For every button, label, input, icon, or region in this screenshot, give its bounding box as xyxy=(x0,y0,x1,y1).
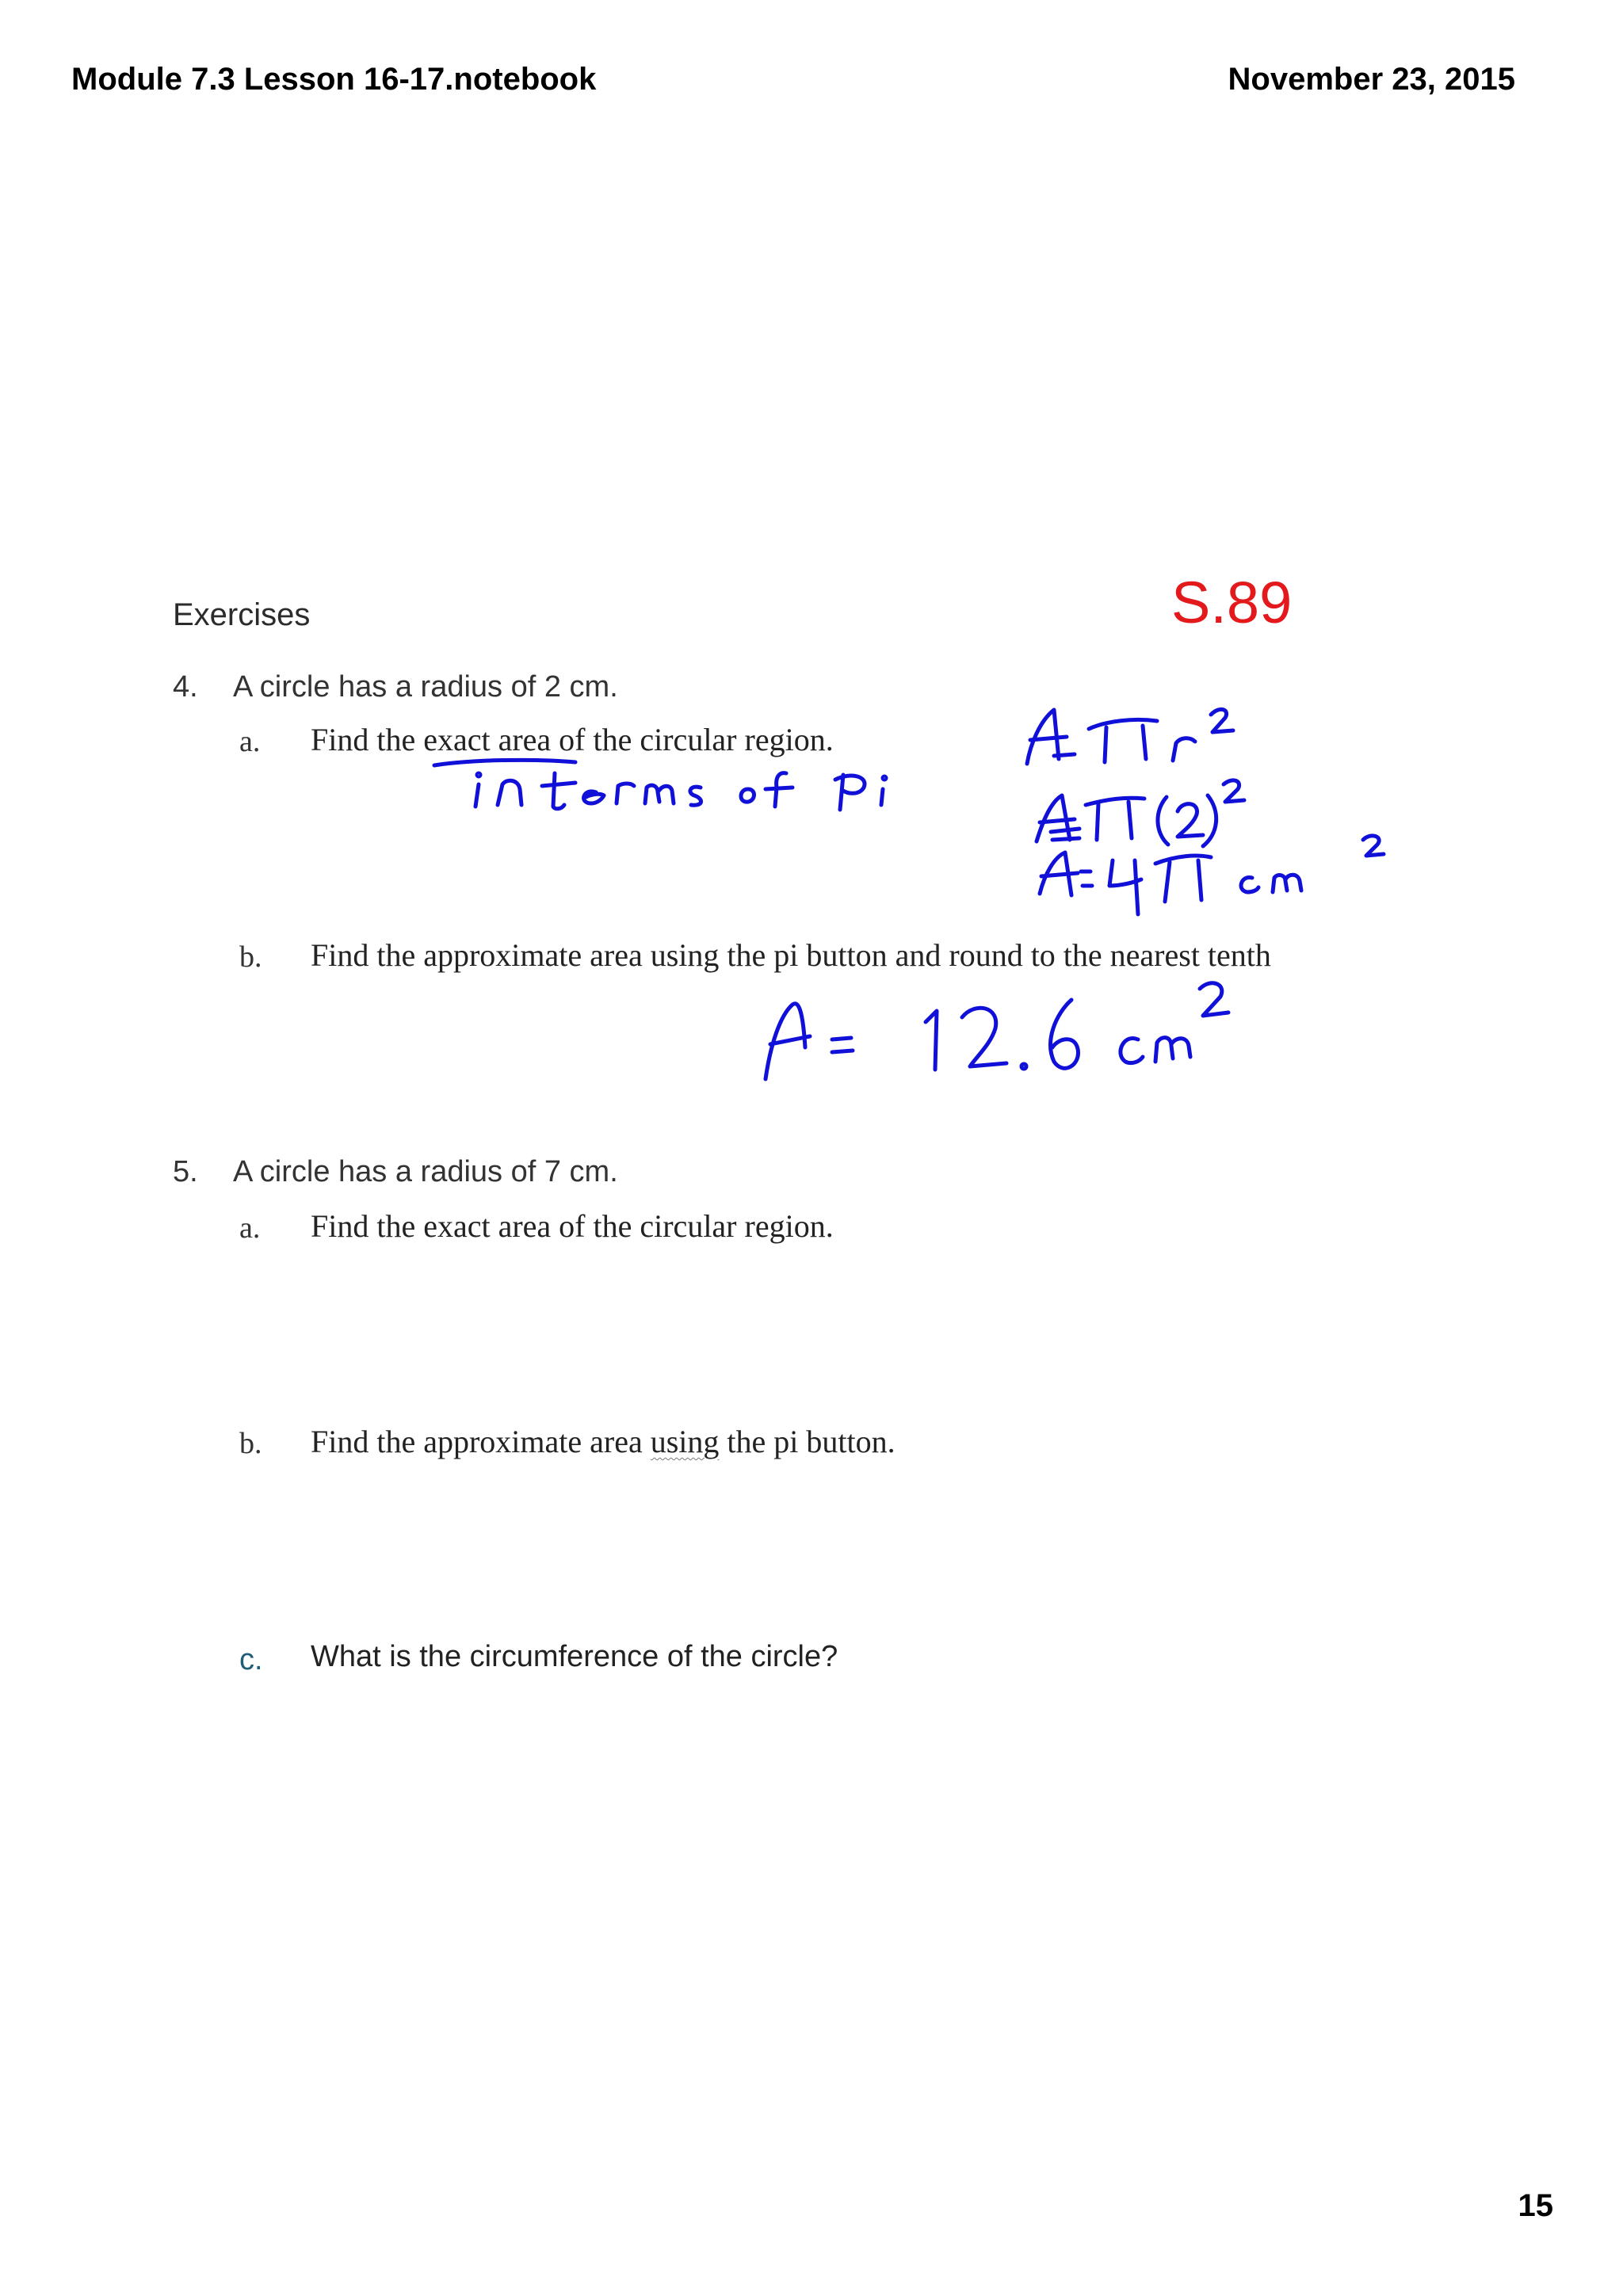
notebook-date: November 23, 2015 xyxy=(1228,62,1515,97)
exercise-5-number: 5. xyxy=(173,1155,198,1188)
exercise-5b-text-before: Find the approximate area xyxy=(311,1424,651,1459)
exercise-5b-text-after: the pi button. xyxy=(719,1424,896,1459)
page-number: 15 xyxy=(1518,2188,1553,2223)
ink-answer-4b xyxy=(766,983,1228,1079)
exercise-5b-text xyxy=(311,1423,896,1460)
exercise-5b-spellcheck-word: using xyxy=(650,1424,720,1459)
exercise-4a-text: Find the exact area of the circular region. xyxy=(311,722,834,757)
exercise-4-stem: A circle has a radius of 2 cm. xyxy=(233,670,618,704)
exercise-5a-letter: a. xyxy=(239,1211,261,1245)
section-title: Exercises xyxy=(173,597,311,632)
exercise-4b-text: Find the approximate area using the pi button and round to the nearest tenth xyxy=(311,937,1271,973)
ink-formula-text-3 xyxy=(0,0,1,1)
notebook-title: Module 7.3 Lesson 16-17.notebook xyxy=(71,62,597,97)
exercise-5b-letter: b. xyxy=(239,1427,262,1460)
exercise-5-stem: A circle has a radius of 7 cm. xyxy=(233,1155,618,1188)
ink-underline-exact-area xyxy=(434,760,575,765)
exercise-4b-letter: b. xyxy=(239,940,262,974)
ink-note-text xyxy=(0,0,1,1)
page-reference: S.89 xyxy=(1171,570,1293,635)
exercise-5a-text: Find the exact area of the circular region. xyxy=(311,1208,834,1244)
ink-formula-text-1 xyxy=(0,0,1,1)
exercise-5c-text: What is the circumference of the circle? xyxy=(311,1640,838,1673)
exercise-4-number: 4. xyxy=(173,670,198,704)
exercise-5c-letter: c. xyxy=(239,1643,263,1676)
ink-formula-line-1 xyxy=(1027,709,1233,764)
ink-formula-line-2 xyxy=(1037,780,1244,846)
ink-formula-text-2 xyxy=(0,0,1,1)
ink-answer-text xyxy=(0,0,1,1)
exercise-4a-letter: a. xyxy=(239,725,261,758)
ink-formula-line-3 xyxy=(1040,836,1384,914)
ink-note-in-terms-of-pi xyxy=(475,773,886,810)
